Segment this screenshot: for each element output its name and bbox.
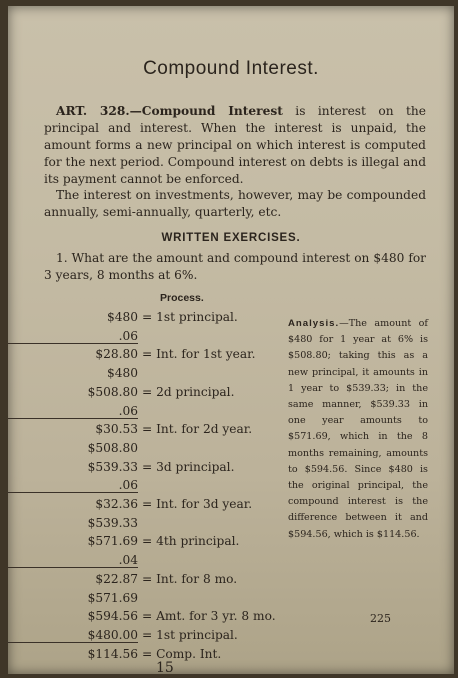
process-amount: .06 [8, 404, 138, 419]
process-amount: $571.69 [87, 590, 138, 605]
process-amount: $480 [106, 366, 138, 381]
article-text: is interest on the principal and interest. When the interest is unpaid, the amount forms a new principal on which interest is computed for the next period. Compound interest on debts is illegal and its payment cannot be enforced. [44, 104, 426, 186]
process-description: = Amt. for 3 yr. 8 mo. [142, 609, 276, 624]
analysis-block [288, 316, 428, 543]
footer-number: 15 [156, 660, 174, 674]
process-amount: .06 [8, 478, 138, 493]
process-amount: $539.33 [87, 459, 138, 474]
process-amount: $571.69 [87, 534, 138, 549]
process-amount: $114.56 [87, 646, 138, 661]
process-description: = Int. for 3d year. [142, 497, 253, 511]
page-number: 225 [370, 612, 391, 625]
process-description: = Int. for 1st year. [142, 347, 256, 362]
process-description: = Comp. Int. [142, 646, 222, 661]
process-label: Process. [160, 292, 204, 304]
process-description: = 3d principal. [142, 459, 235, 474]
process-calculation [8, 6, 308, 674]
process-description: = 4th principal. [142, 534, 240, 549]
process-amount: $32.36 [95, 497, 138, 511]
analysis-lead: Analysis. [288, 318, 340, 329]
process-amount: $22.87 [95, 571, 138, 586]
process-amount: $594.56 [87, 609, 138, 624]
process-amount: $480 [106, 310, 138, 324]
process-amount: $508.80 [87, 440, 138, 455]
process-amount: $508.80 [87, 384, 138, 399]
article-paragraph: ART. 328.—Compound Interest is interest on the principal and interest. When the interest is unpaid, the amount forms a new principal on which interest is computed for the next period. Compound interest on debts is illegal and its payment cannot be enforced. [44, 104, 426, 186]
process-amount: $28.80 [95, 347, 138, 362]
book-page [8, 6, 454, 674]
process-amount: $539.33 [87, 515, 138, 530]
process-description: = 2d principal. [142, 384, 235, 399]
investments-paragraph: The interest on investments, however, may be compounded annually, semi-annually, quarterly, etc. [44, 188, 426, 219]
process-amount: .04 [8, 553, 138, 568]
article-label: ART. 328. [56, 104, 130, 118]
process-description: = Int. for 2d year. [142, 422, 253, 437]
process-description: = Int. for 8 mo. [142, 571, 238, 586]
process-amount: $480.00 [8, 628, 138, 643]
exercise-problem: 1. What are the amount and compound interest on $480 for 3 years, 8 months at 6%. [44, 251, 426, 282]
process-description: = 1st principal. [142, 627, 238, 642]
process-description: = 1st principal. [142, 310, 238, 324]
process-amount: .06 [8, 329, 138, 344]
analysis-text: —The amount of $480 for 1 year at 6% is $508.80; taking this as a new principal, it amounts in 1 year to $539.33; in the same manner, $539.33 in one year amounts to $571.69, which in the 8 months remaining, amounts to $594.56. Since $480 is the original principal, the compound interest is the difference between it and $594.56, which is $114.56. [288, 318, 428, 540]
process-amount: $30.53 [95, 422, 138, 437]
page-title: Compound Interest. [143, 58, 319, 79]
article-term: Compound Interest [141, 104, 283, 118]
section-heading: WRITTEN EXERCISES. [161, 232, 301, 244]
